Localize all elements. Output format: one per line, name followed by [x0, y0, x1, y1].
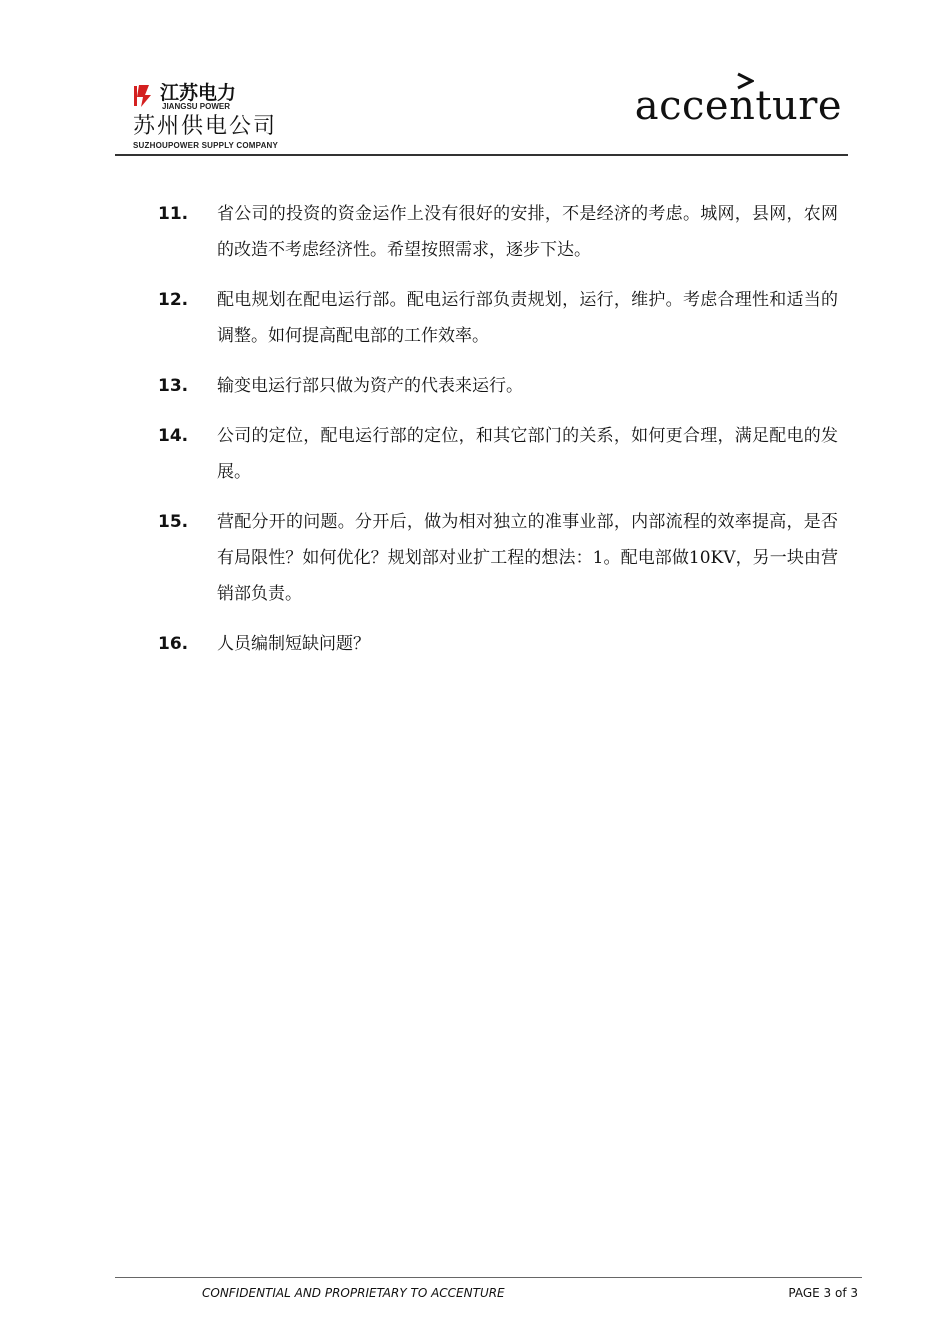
footer-divider [115, 1277, 862, 1278]
logo-name-en: JIANGSU POWER [162, 102, 231, 111]
item-text: 输变电运行部只做为资产的代表来运行。 [217, 376, 523, 396]
list-item [158, 418, 838, 490]
item-text: 配电规划在配电运行部。配电运行部负责规划，运行，维护。考虑合理性和适当的调整。如何提高配电部的工作效率。 [217, 290, 838, 346]
logo-name-cn: 江苏电力 [160, 82, 237, 104]
confidential-notice: CONFIDENTIAL AND PROPRIETARY TO ACCENTURE [202, 1286, 505, 1300]
list-item [158, 282, 838, 354]
list-item [158, 626, 838, 662]
jiangsu-power-mark-icon [133, 84, 155, 108]
item-number: 13. [158, 376, 189, 396]
item-number: 15. [158, 512, 189, 532]
logo-company-en: SUZHOUPOWER SUPPLY COMPANY [133, 141, 279, 150]
page-number: PAGE 3 of 3 [788, 1286, 858, 1300]
item-number: 14. [158, 426, 189, 446]
numbered-list [158, 196, 838, 676]
accenture-logo [622, 72, 842, 132]
item-number: 11. [158, 204, 189, 224]
suzhou-power-logo [130, 80, 320, 150]
list-item [158, 196, 838, 268]
logo-company-cn: 苏州供电公司 [133, 114, 278, 139]
page-header [115, 70, 848, 156]
item-text: 省公司的投资的资金运作上没有很好的安排，不是经济的考虑。城网，县网，农网的改造不考虑经济性。希望按照需求，逐步下达。 [217, 204, 838, 260]
item-number: 12. [158, 290, 189, 310]
header-divider [115, 154, 848, 156]
item-text: 营配分开的问题。分开后，做为相对独立的准事业部，内部流程的效率提高，是否有局限性？如何优化？规划部对业扩工程的想法：1。配电部做10KV，另一块由营销部负责。 [217, 512, 838, 604]
item-number: 16. [158, 634, 189, 654]
list-item [158, 504, 838, 612]
item-text: 人员编制短缺问题？ [217, 634, 370, 654]
list-item [158, 368, 838, 404]
item-text: 公司的定位，配电运行部的定位，和其它部门的关系，如何更合理，满足配电的发展。 [217, 426, 838, 482]
accenture-wordmark: accenture [634, 83, 842, 129]
